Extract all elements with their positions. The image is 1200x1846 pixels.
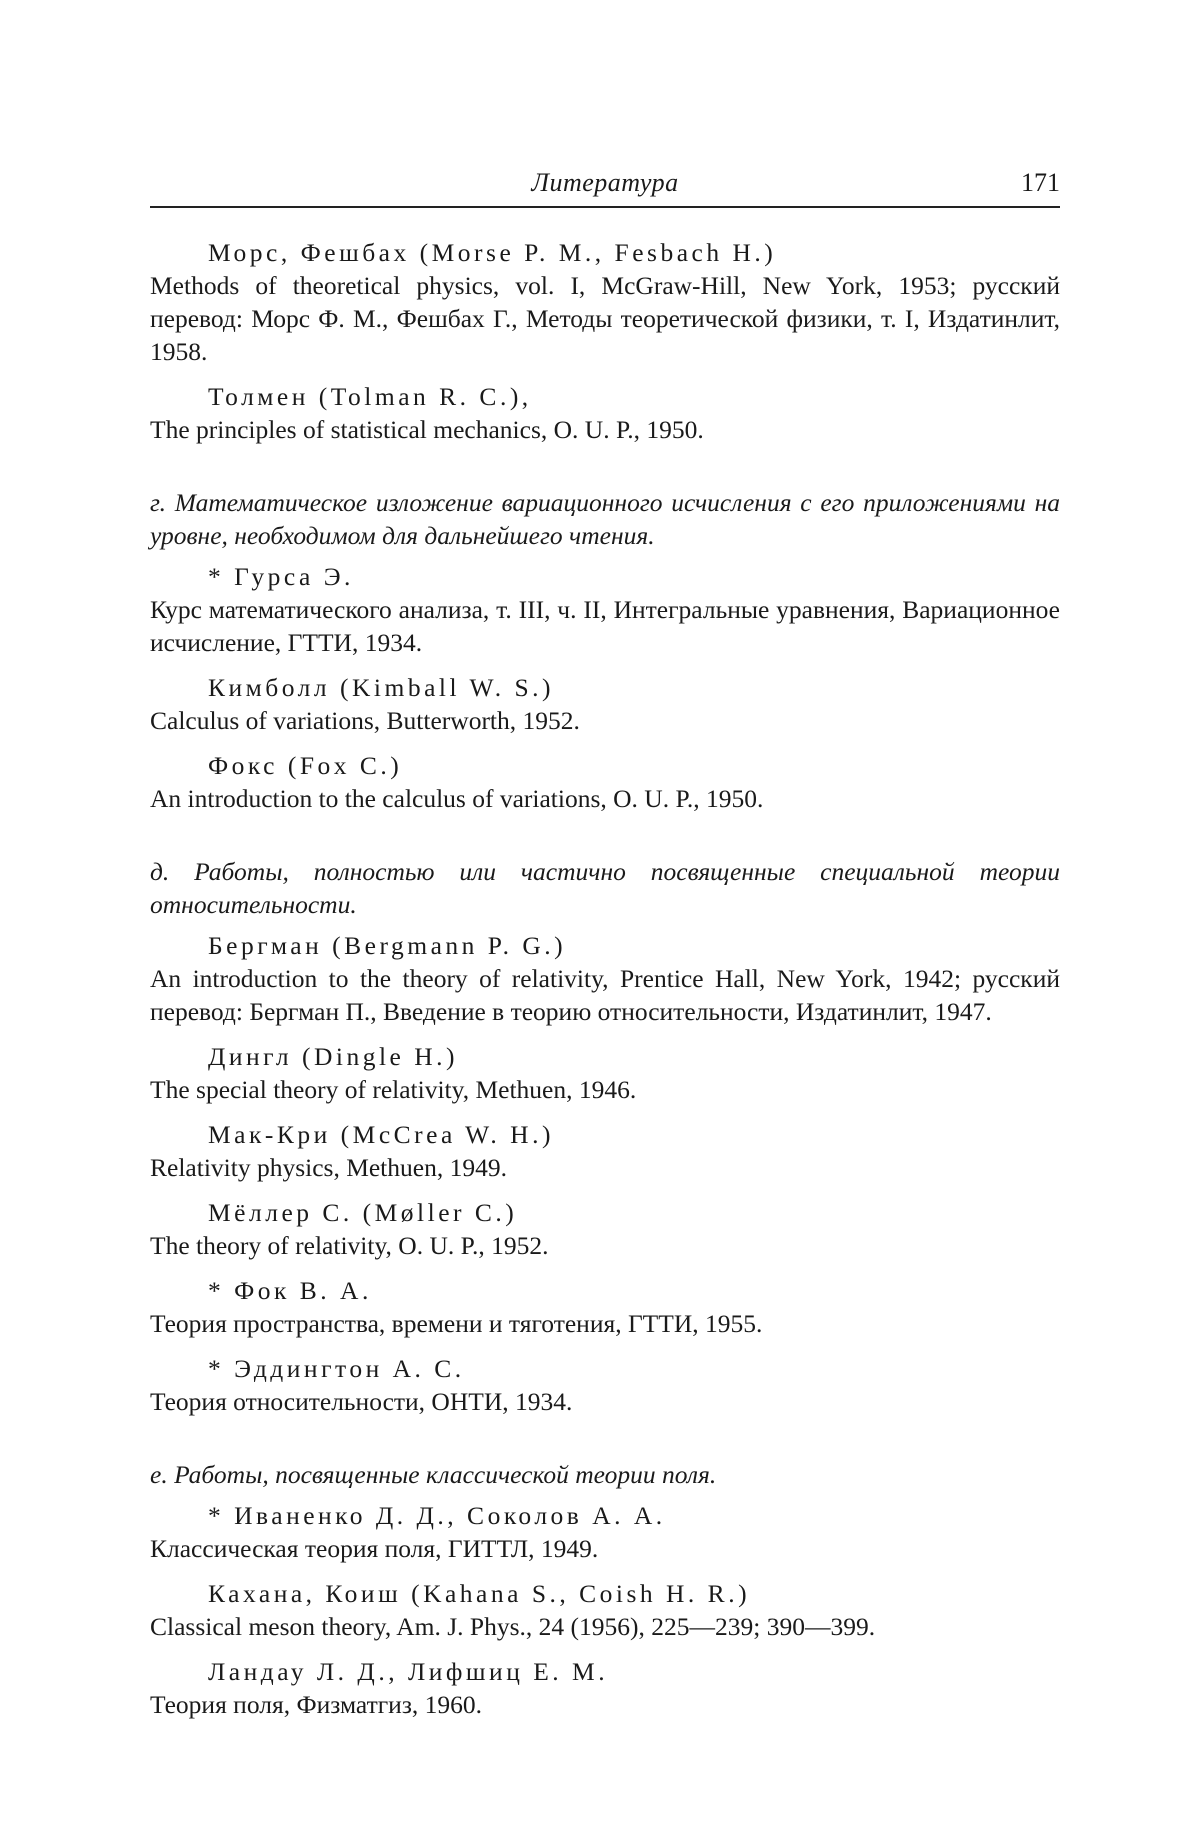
entry-work: Теория пространства, времени и тяготения, ГТТИ, 1955. [150,1309,763,1338]
section-heading-d: д. Работы, полностью или частично посвященные специальной теории относительности. [150,857,1060,919]
bib-entry [150,1577,1060,1643]
entry-author: Кимболл (Kimball W. S.) [208,673,555,702]
entry-work: The special theory of relativity, Methuen, 1946. [150,1075,637,1104]
bib-entry [150,1274,1060,1340]
bib-entry [150,1040,1060,1106]
bib-entry [150,1655,1060,1721]
bib-entry [150,236,1060,368]
entry-work: Methods of theoretical physics, vol. I, McGraw-Hill, New York, 1953; русский перевод: Морс Ф. М., Фешбах Г., Методы теоретической физики, т. I, Издатинлит, 1958. [150,271,1060,366]
entry-author: Ландау Л. Д., Лифшиц Е. М. [208,1657,609,1686]
entry-work: An introduction to the theory of relativity, Prentice Hall, New York, 1942; русский перевод: Бергман П., Введение в теорию относительности, Издатинлит, 1947. [150,964,1060,1026]
bib-entry [150,1499,1060,1565]
entry-author: Морс, Фешбах (Morse P. M., Fesbach H.) [208,238,777,267]
bib-entry [150,1352,1060,1418]
entry-work: Классическая теория поля, ГИТТЛ, 1949. [150,1534,599,1563]
entry-author: * Фок В. А. [208,1276,372,1305]
section-heading-g: г. Математическое изложение вариационного исчисления с его приложениями на уровне, необходимом для дальнейшего чтения. [150,488,1060,550]
entry-work: Курс математического анализа, т. III, ч. II, Интегральные уравнения, Вариационное исчисление, ГТТИ, 1934. [150,595,1060,657]
entry-work: Calculus of variations, Butterworth, 1952. [150,706,580,735]
entry-author: * Эддингтон А. С. [208,1354,465,1383]
running-title: Литература [531,168,679,197]
bib-entry [150,749,1060,815]
entry-author: Бергман (Bergmann P. G.) [208,931,567,960]
entry-work: The principles of statistical mechanics, O. U. P., 1950. [150,415,704,444]
bib-entry [150,929,1060,1028]
section-heading-e: е. Работы, посвященные классической теории поля. [150,1460,717,1489]
entry-work: The theory of relativity, O. U. P., 1952. [150,1231,549,1260]
bib-entry [150,671,1060,737]
entry-work: An introduction to the calculus of variations, O. U. P., 1950. [150,784,764,813]
entry-author: Дингл (Dingle H.) [208,1042,459,1071]
entry-work: Relativity physics, Methuen, 1949. [150,1153,507,1182]
entry-author: Мак-Кри (McCrea W. H.) [208,1120,554,1149]
entry-author: * Гурса Э. [208,562,354,591]
entry-work: Теория относительности, ОНТИ, 1934. [150,1387,573,1416]
bibliography [150,236,1060,1733]
entry-author: Толмен (Tolman R. C.), [208,382,532,411]
bib-entry [150,560,1060,659]
entry-work: Теория поля, Физматгиз, 1960. [150,1690,483,1719]
page-number: 171 [1021,168,1060,197]
entry-author: Кахана, Коиш (Kahana S., Coish H. R.) [208,1579,751,1608]
entry-work: Classical meson theory, Am. J. Phys., 24 (1956), 225—239; 390—399. [150,1612,876,1641]
entry-author: * Иваненко Д. Д., Соколов А. А. [208,1501,666,1530]
bib-entry [150,380,1060,446]
bib-entry [150,1196,1060,1262]
entry-author: Мёллер С. (Møller C.) [208,1198,518,1227]
bib-entry [150,1118,1060,1184]
entry-author: Фокс (Fox C.) [208,751,403,780]
running-head [150,168,1060,208]
